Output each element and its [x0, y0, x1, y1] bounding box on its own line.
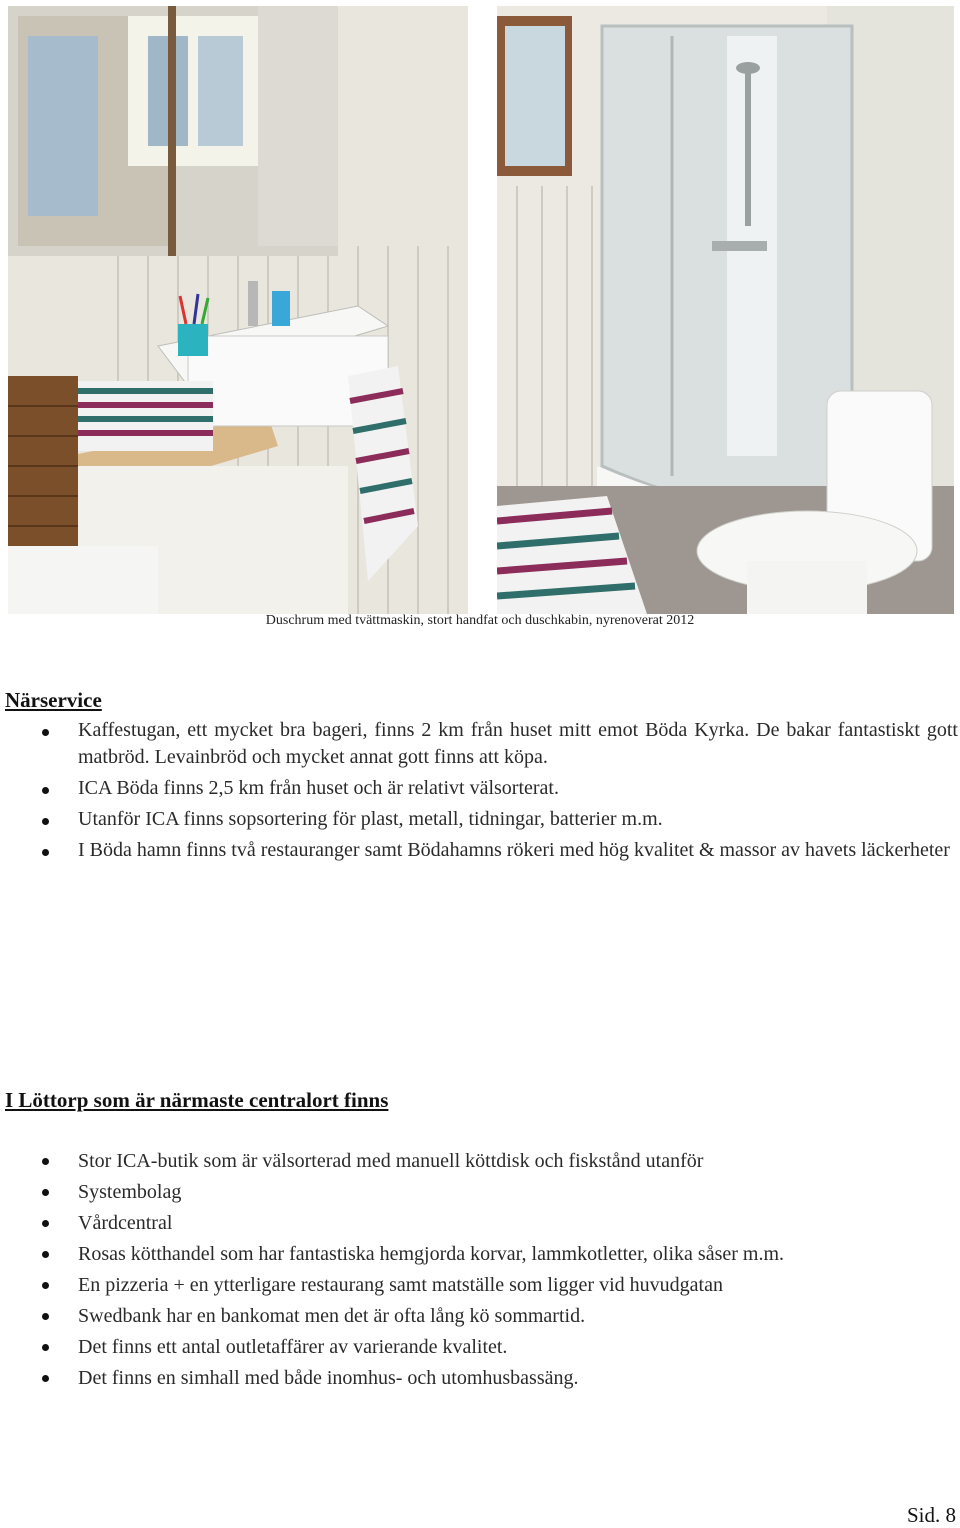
- list-item: ICA Böda finns 2,5 km från huset och är relativt välsorterat.: [0, 775, 960, 802]
- photo-caption: Duschrum med tvättmaskin, stort handfat och duschkabin, nyrenoverat 2012: [265, 613, 695, 628]
- list-item: Vårdcentral: [0, 1208, 960, 1239]
- list-item: Det finns en simhall med både inomhus- och utomhusbassäng.: [0, 1363, 960, 1394]
- list-item: Systembolag: [0, 1177, 960, 1208]
- section-heading-narservice: Närservice: [5, 688, 102, 712]
- narservice-list: [0, 717, 960, 868]
- list-item: Swedbank har en bankomat men det är ofta lång kö sommartid.: [0, 1301, 960, 1332]
- list-item: Det finns ett antal outletaffärer av varierande kvalitet.: [0, 1332, 960, 1363]
- list-item: Rosas kötthandel som har fantastiska hemgjorda korvar, lammkotletter, olika såser m.m.: [0, 1239, 960, 1270]
- list-item: En pizzeria + en ytterligare restaurang samt matställe som ligger vid huvudgatan: [0, 1270, 960, 1301]
- list-item: Utanför ICA finns sopsortering för plast, metall, tidningar, batterier m.m.: [0, 806, 960, 833]
- list-item: I Böda hamn finns två restauranger samt Bödahamns rökeri med hög kvalitet & massor av havets läckerheter: [0, 837, 960, 864]
- list-item: Stor ICA-butik som är välsorterad med manuell köttdisk och fiskstånd utanför: [0, 1146, 960, 1177]
- shower-cabin-photo: [497, 6, 954, 614]
- lottorp-list: [0, 1146, 960, 1394]
- section-heading-lottorp: I Löttorp som är närmaste centralort finns: [5, 1088, 389, 1112]
- bathroom-sink-photo: [8, 6, 468, 614]
- list-item: Kaffestugan, ett mycket bra bageri, finns 2 km från huset mitt emot Böda Kyrka. De bakar fantastiskt gott matbröd. Levainbröd och mycket annat gott finns att köpa.: [0, 717, 960, 771]
- page-number: Sid. 8: [906, 1503, 956, 1527]
